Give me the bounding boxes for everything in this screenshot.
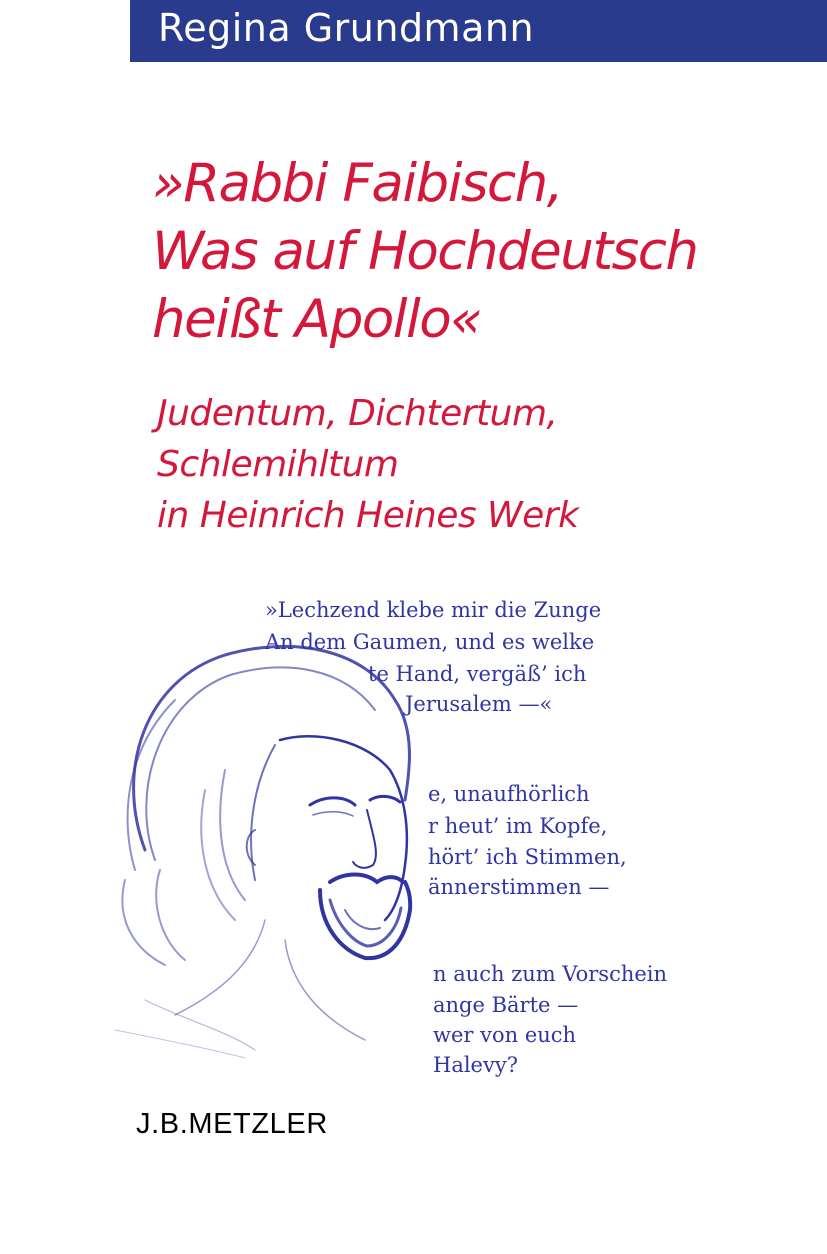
verse-line: n auch zum Vorschein [433, 962, 668, 986]
publisher-logo: J.B.METZLER [136, 1108, 328, 1140]
portrait-sketch-image [105, 620, 455, 1060]
subtitle-line: in Heinrich Heines Werk [157, 495, 579, 536]
title-line: »Rabbi Faibisch, [152, 153, 563, 214]
subtitle-line: Judentum, Dichtertum, [157, 393, 558, 434]
subtitle-line: Schlemihltum [157, 444, 399, 485]
verse-line: r heut’ im Kopfe, [428, 814, 608, 838]
verse-line: Jerusalem —« [405, 692, 553, 716]
verse-line: ännerstimmen — [428, 875, 610, 899]
author-name: Regina Grundmann [158, 6, 535, 50]
title-line: Was auf Hochdeutsch [152, 221, 698, 282]
verse-line: wer von euch [433, 1023, 577, 1047]
verse-line: Halevy? [433, 1053, 518, 1077]
verse-line: te Hand, vergäß’ ich [368, 662, 587, 686]
verse-line: e, unaufhörlich [428, 782, 590, 806]
verse-line: An dem Gaumen, und es welke [265, 630, 595, 654]
verse-line: hört’ ich Stimmen, [428, 845, 627, 869]
title-line: heißt Apollo« [152, 289, 482, 350]
verse-line: ange Bärte — [433, 993, 579, 1017]
verse-line: »Lechzend klebe mir die Zunge [265, 598, 602, 622]
